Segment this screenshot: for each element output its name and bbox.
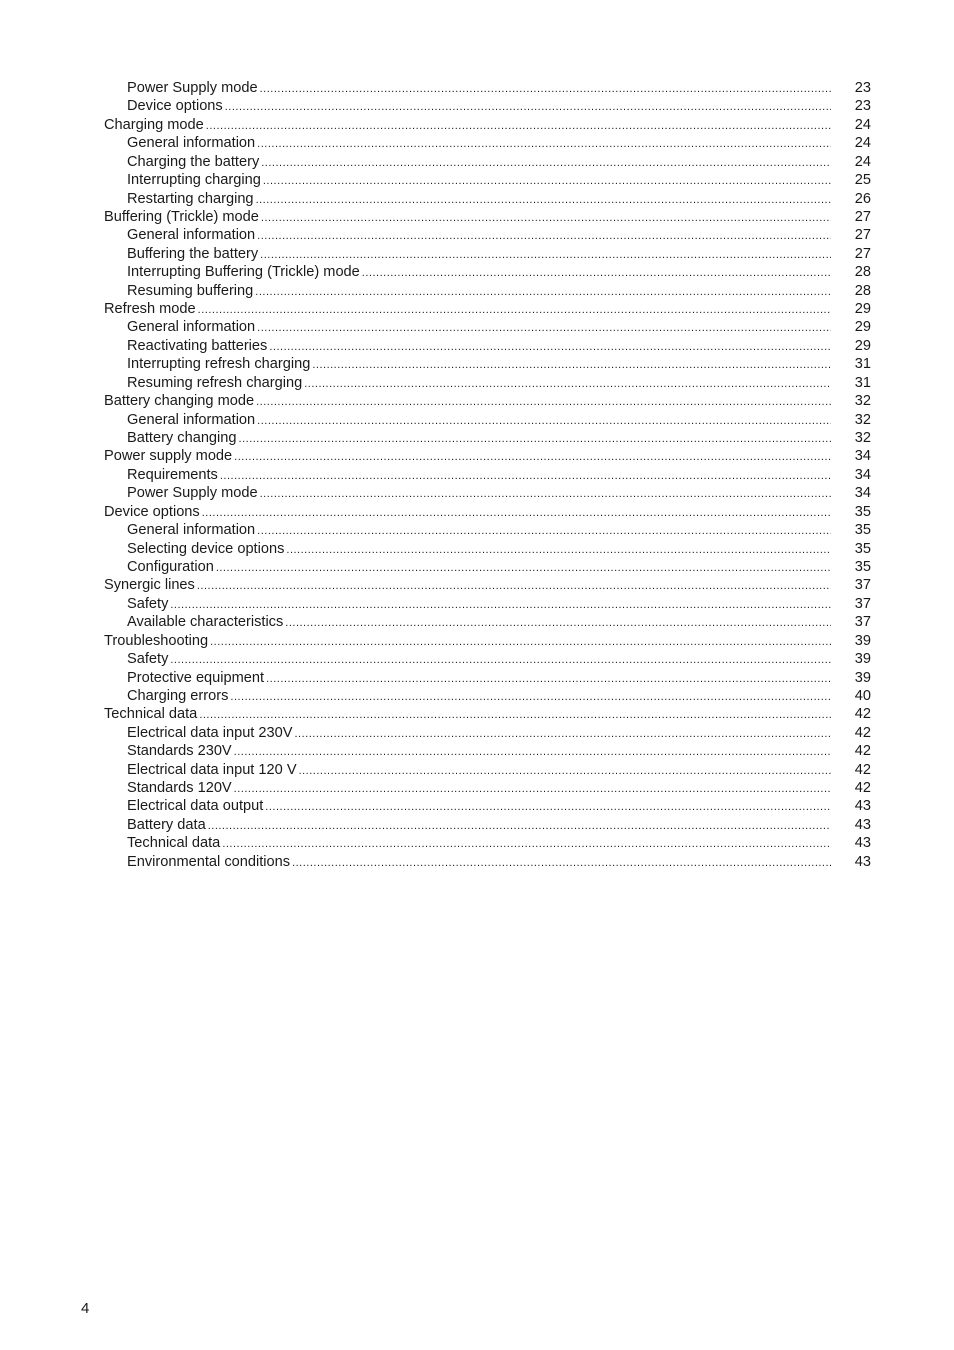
toc-entry-title: General information [127,319,256,336]
table-of-contents [104,79,871,871]
toc-entry-page: 28 [854,264,871,281]
dot-leader [256,393,831,411]
toc-entry-title: General information [127,227,256,244]
toc-entry-page: 39 [854,651,871,668]
toc-entry[interactable] [104,447,871,465]
toc-entry[interactable] [104,374,871,392]
toc-entry[interactable] [104,282,871,300]
toc-entry[interactable] [104,595,871,613]
toc-entry-title: Requirements [127,466,218,483]
toc-entry[interactable] [104,263,871,281]
toc-entry[interactable] [104,171,871,189]
toc-entry-page: 35 [854,522,871,539]
dot-leader [197,577,831,595]
toc-entry[interactable] [104,650,871,668]
dot-leader [255,283,831,301]
toc-entry-page: 31 [854,374,871,391]
toc-entry-title: Safety [127,651,169,668]
dot-leader [362,264,831,282]
toc-entry-page: 32 [854,430,871,447]
toc-entry-title: Power Supply mode [127,485,258,502]
toc-entry-title: Technical data [104,706,198,723]
toc-entry[interactable] [104,190,871,208]
dot-leader [292,854,831,872]
toc-entry[interactable] [104,797,871,815]
toc-entry-title: Charging the battery [127,153,260,170]
toc-entry[interactable] [104,97,871,115]
toc-entry-page: 42 [854,706,871,723]
toc-entry[interactable] [104,466,871,484]
toc-entry-title: Refresh mode [104,301,196,318]
dot-leader [260,80,831,98]
toc-entry[interactable] [104,392,871,410]
toc-entry-page: 24 [854,116,871,133]
toc-entry-page: 35 [854,540,871,557]
toc-entry-page: 43 [854,853,871,870]
dot-leader [266,670,831,688]
toc-entry[interactable] [104,153,871,171]
dot-leader [208,817,831,835]
toc-entry[interactable] [104,742,871,760]
toc-entry-page: 32 [854,411,871,428]
dot-leader [257,227,831,245]
dot-leader [261,209,831,227]
toc-entry-title: Standards 230V [127,743,232,760]
dot-leader [286,541,831,559]
toc-entry-title: Battery data [127,816,206,833]
toc-entry-title: Buffering the battery [127,245,259,262]
toc-entry-page: 43 [854,798,871,815]
toc-entry-page: 42 [854,743,871,760]
toc-entry-title: Battery changing [127,430,237,447]
toc-entry-page: 23 [854,98,871,115]
toc-entry-page: 34 [854,448,871,465]
toc-entry-page: 35 [854,558,871,575]
toc-entry-page: 42 [854,780,871,797]
toc-entry-page: 35 [854,503,871,520]
toc-entry-title: Electrical data output [127,798,264,815]
dot-leader [257,319,831,337]
toc-entry-page: 34 [854,485,871,502]
dot-leader [263,172,831,190]
dot-leader [234,448,831,466]
toc-entry-page: 42 [854,761,871,778]
dot-leader [234,743,831,761]
toc-entry-page: 37 [854,595,871,612]
toc-entry-title: Charging mode [104,116,204,133]
toc-entry-title: Power Supply mode [127,80,258,96]
dot-leader [260,485,831,503]
toc-entry[interactable] [104,632,871,650]
toc-entry-title: Troubleshooting [104,632,209,649]
toc-entry-page: 37 [854,577,871,594]
toc-entry[interactable] [104,355,871,373]
dot-leader [198,301,831,319]
toc-entry[interactable] [104,208,871,226]
toc-entry-page: 43 [854,835,871,852]
toc-entry-title: Resuming refresh charging [127,374,303,391]
dot-leader [257,135,831,153]
dot-leader [239,430,831,448]
toc-entry-title: Synergic lines [104,577,195,594]
toc-entry-page: 27 [854,227,871,244]
toc-entry-page: 40 [854,687,871,704]
toc-entry-page: 27 [854,208,871,225]
toc-entry-title: Battery changing mode [104,393,255,410]
toc-entry-title: General information [127,411,256,428]
toc-entry-title: Interrupting refresh charging [127,356,311,373]
toc-entry-page: 39 [854,669,871,686]
toc-entry-title: Interrupting charging [127,172,261,189]
toc-entry-page: 27 [854,245,871,262]
toc-entry-page: 29 [854,319,871,336]
toc-entry-page: 24 [854,153,871,170]
dot-leader [210,633,831,651]
dot-leader [206,117,831,135]
toc-entry[interactable] [104,503,871,521]
toc-entry-page: 37 [854,614,871,631]
dot-leader [222,835,831,853]
dot-leader [304,375,831,393]
dot-leader [199,706,831,724]
toc-entry-page: 39 [854,632,871,649]
dot-leader [299,762,831,780]
toc-entry-title: Technical data [127,835,221,852]
toc-entry-title: Safety [127,595,169,612]
toc-entry-title: Configuration [127,558,214,575]
toc-entry-page: 26 [854,190,871,207]
dot-leader [170,651,831,669]
toc-entry-title: Protective equipment [127,669,265,686]
toc-entry-title: Environmental conditions [127,853,291,870]
dot-leader [202,504,831,522]
toc-entry[interactable] [104,834,871,852]
toc-entry-page: 31 [854,356,871,373]
toc-entry-title: Resuming buffering [127,282,254,299]
toc-entry[interactable] [104,318,871,336]
dot-leader [260,246,831,264]
toc-entry[interactable] [104,79,871,97]
dot-leader [257,522,831,540]
toc-entry[interactable] [104,816,871,834]
toc-entry-page: 32 [854,393,871,410]
toc-entry-title: Device options [104,503,200,520]
toc-entry[interactable] [104,761,871,779]
dot-leader [295,725,832,743]
toc-entry[interactable] [104,853,871,871]
toc-entry-title: General information [127,135,256,152]
toc-entry[interactable] [104,484,871,502]
toc-entry[interactable] [104,337,871,355]
toc-entry-title: General information [127,522,256,539]
dot-leader [269,338,831,356]
toc-entry-title: Device options [127,98,223,115]
toc-entry[interactable] [104,300,871,318]
toc-entry[interactable] [104,669,871,687]
toc-entry-page: 29 [854,301,871,318]
toc-entry[interactable] [104,687,871,705]
toc-entry-page: 24 [854,135,871,152]
toc-entry-page: 43 [854,816,871,833]
toc-entry-title: Electrical data input 230V [127,724,293,741]
toc-entry-title: Power supply mode [104,448,233,465]
toc-entry-title: Selecting device options [127,540,285,557]
dot-leader [234,780,831,798]
toc-entry[interactable] [104,779,871,797]
toc-entry-title: Electrical data input 120 V [127,761,297,778]
toc-entry[interactable] [104,576,871,594]
toc-entry[interactable] [104,134,871,152]
toc-entry-title: Reactivating batteries [127,337,268,354]
dot-leader [170,596,831,614]
dot-leader [261,154,831,172]
toc-entry-page: 29 [854,337,871,354]
toc-entry[interactable] [104,429,871,447]
toc-entry-title: Available characteristics [127,614,284,631]
toc-entry-page: 42 [854,724,871,741]
page-number: 4 [81,1300,90,1317]
dot-leader [285,614,831,632]
toc-entry[interactable] [104,705,871,723]
toc-entry-title: Standards 120V [127,780,232,797]
toc-entry-title: Charging errors [127,687,229,704]
toc-entry-page: 25 [854,172,871,189]
dot-leader [225,98,831,116]
dot-leader [230,688,831,706]
toc-entry[interactable] [104,116,871,134]
dot-leader [220,467,831,485]
toc-entry-title: Interrupting Buffering (Trickle) mode [127,264,360,281]
toc-entry-title: Buffering (Trickle) mode [104,208,259,225]
dot-leader [257,412,831,430]
toc-entry[interactable] [104,613,871,631]
dot-leader [265,798,831,816]
toc-entry[interactable] [104,245,871,263]
toc-entry-page: 34 [854,466,871,483]
dot-leader [312,356,831,374]
toc-entry[interactable] [104,724,871,742]
toc-entry-title: Restarting charging [127,190,254,207]
toc-entry[interactable] [104,540,871,558]
toc-entry-page: 28 [854,282,871,299]
toc-entry[interactable] [104,226,871,244]
dot-leader [256,191,831,209]
dot-leader [216,559,831,577]
toc-entry-page: 23 [854,80,871,96]
toc-entry[interactable] [104,411,871,429]
toc-entry[interactable] [104,558,871,576]
toc-entry[interactable] [104,521,871,539]
